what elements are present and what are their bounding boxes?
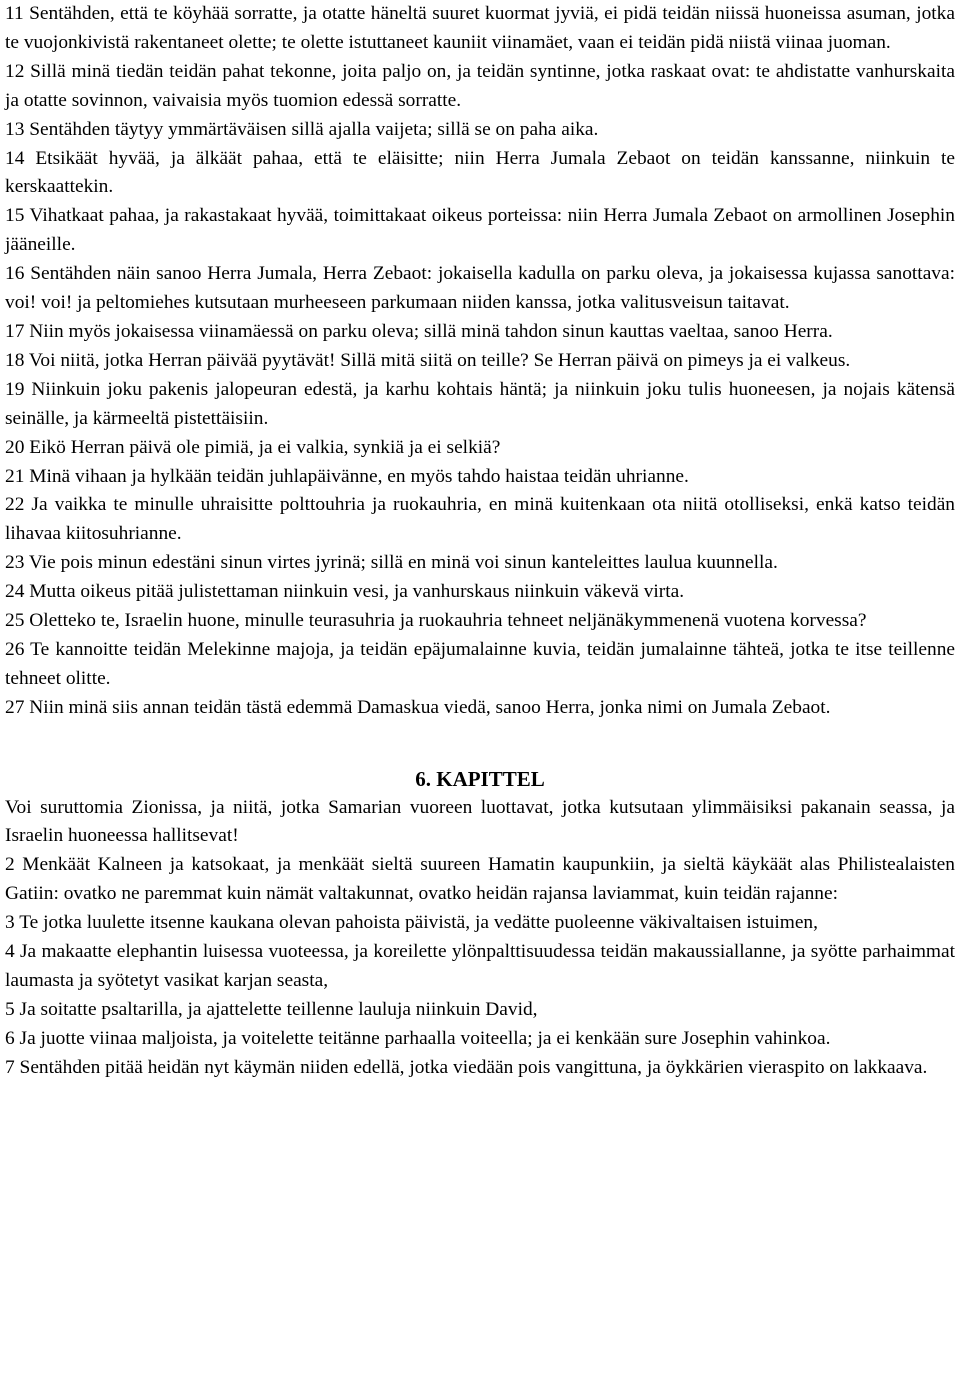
verse-5: 5 Ja soitatte psaltarilla, ja ajattelette teillenne lauluja niinkuin David,: [5, 998, 538, 1020]
verse-6: 6 Ja juotte viinaa maljoista, ja voitelette teitänne parhaalla voiteella; ja ei kenkään sure Josephin vahinkoa.: [5, 1027, 831, 1049]
verse-26: 26 Te kannoitte teidän Melekinne majoja, ja teidän epäjumalainne kuvia, teidän jumalainne tähteä, jotka te itse teillenne tehneet olitte.: [5, 638, 955, 689]
verse-25: 25 Oletteko te, Israelin huone, minulle teurasuhria ja ruokauhria tehneet neljänäkymmenenä vuotena korvessa?: [5, 610, 867, 632]
verses-after-section: [5, 794, 955, 1083]
verse-1: Voi suruttomia Zionissa, ja niitä, jotka Samarian vuoreen luottavat, jotka kutsutaan ylimmäisiksi pakanain seassa, ja Israelin huoneessa hallitsevat!: [5, 796, 955, 847]
verse-7: 7 Sentähden pitää heidän nyt käymän niiden edellä, jotka viedään pois vangittuna, ja öykkärien vieraspito on lakkaava.: [5, 1056, 928, 1078]
verse-3: 3 Te jotka luulette itsenne kaukana olevan pahoista päivistä, ja vedätte puoleenne väkivaltaisen istuimen,: [5, 912, 818, 934]
verse-20: 20 Eikö Herran päivä ole pimiä, ja ei valkia, synkiä ja ei selkiä?: [5, 436, 501, 458]
verse-14: 14 Etsikäät hyvää, ja älkäät pahaa, että te eläisitte; niin Herra Jumala Zebaot on teidän kanssanne, niinkuin te kerskaattekin.: [5, 147, 955, 198]
verse-2: 2 Menkäät Kalneen ja katsokaat, ja menkäät sieltä suureen Hamatin kaupunkiin, ja sieltä käykäät alas Philistealaisten Gatiin: ovatko ne paremmat kuin nämät valtakunnat, ovatko heidän rajansa laviammat, kuin teidän rajanne:: [5, 854, 955, 905]
verse-24: 24 Mutta oikeus pitää julistettaman niinkuin vesi, ja vanhurskaus niinkuin väkevä virta.: [5, 581, 685, 603]
verses-before-section: [5, 0, 955, 723]
chapter-heading: 6. KAPITTEL: [415, 766, 545, 791]
verse-19: 19 Niinkuin joku pakenis jalopeuran edestä, ja karhu kohtais häntä; ja niinkuin joku tulis huoneesen, ja nojais kätensä seinälle, ja kärmeeltä pistettäisiin.: [5, 378, 955, 429]
verse-11: 11 Sentähden, että te köyhää sorratte, ja otatte häneltä suuret kuormat jyviä, ei pidä teidän niissä huoneissa asuman, jotka te vuojonkivistä rakentaneet olette; te olette istuttaneet kauniit viinamäet, vaan ei teidän pidä niistä viinaa juoman.: [5, 3, 955, 53]
verse-4: 4 Ja makaatte elephantin luisessa vuoteessa, ja koreilette ylönpalttisuudessa teidän makaussiallanne, ja syötte parhaimmat laumasta ja syötetyt vasikat karjan seasta,: [5, 941, 955, 991]
verse-15: 15 Vihatkaat pahaa, ja rakastakaat hyvää, toimittakaat oikeus porteissa: niin Herra Jumala Zebaot on armollinen Josephin jääneille.: [5, 205, 955, 256]
verse-18: 18 Voi niitä, jotka Herran päivää pyytävät! Sillä mitä siitä on teille? Se Herran päivä on pimeys ja ei valkeus.: [5, 349, 851, 371]
verse-22: 22 Ja vaikka te minulle uhraisitte polttouhria ja ruokauhria, en minä kuitenkaan ota niitä otolliseksi, enkä katso teidän lihavaa kiitosuhrianne.: [5, 494, 955, 545]
verse-12: 12 Sillä minä tiedän teidän pahat tekonne, joita paljo on, ja teidän syntinne, jotka raskaat ovat: te ahdistatte vanhurskaita ja otatte sovinnon, vaivaisia myös tuomion edessä sorratte.: [5, 60, 955, 111]
verse-17: 17 Niin myös jokaisessa viinamäessä on parku oleva; sillä minä tahdon sinun kauttas vaeltaa, sanoo Herra.: [5, 320, 833, 342]
verse-21: 21 Minä vihaan ja hylkään teidän juhlapäivänne, en myös tahdo haistaa teidän uhrianne.: [5, 465, 689, 487]
verse-27: 27 Niin minä siis annan teidän tästä edemmä Damaskua viedä, sanoo Herra, jonka nimi on Jumala Zebaot.: [5, 696, 831, 718]
verse-16: 16 Sentähden näin sanoo Herra Jumala, Herra Zebaot: jokaisella kadulla on parku oleva, ja jokaisessa kujassa sanottava: voi! voi! ja peltomiehes kutsutaan murheeseen parkumaan niiden kanssa, jotka valitusveisun taitavat.: [5, 263, 955, 314]
verse-13: 13 Sentähden täytyy ymmärtäväisen sillä ajalla vaijeta; sillä se on paha aika.: [5, 118, 599, 140]
verse-23: 23 Vie pois minun edestäni sinun virtes jyrinä; sillä en minä voi sinun kanteleittes laulua kuunnella.: [5, 552, 778, 574]
